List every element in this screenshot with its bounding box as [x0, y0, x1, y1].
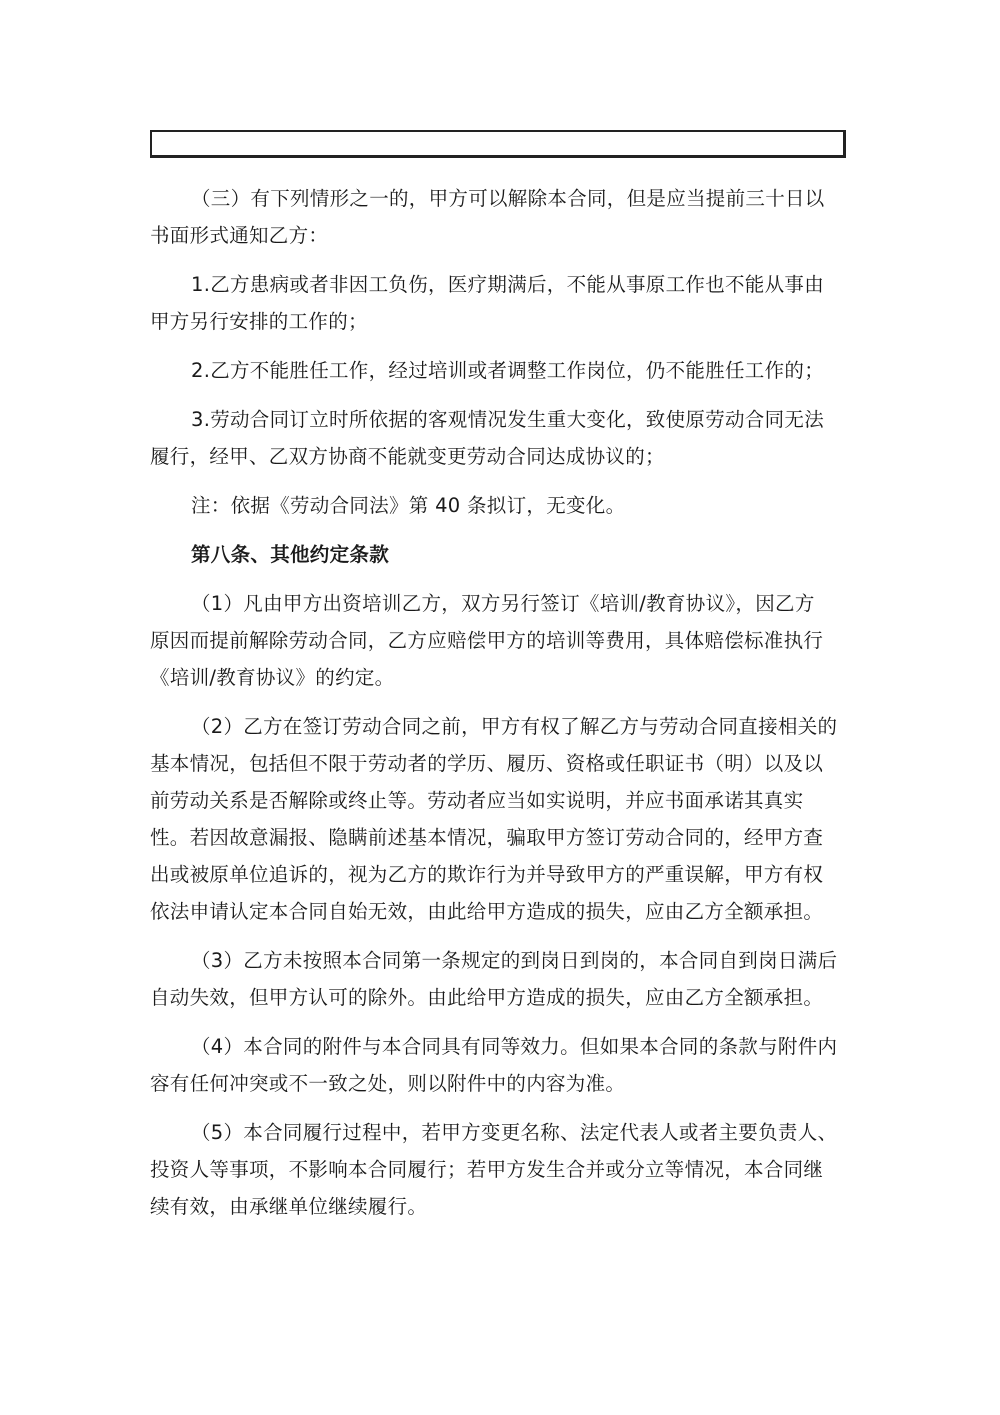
- document-body: [150, 180, 850, 1237]
- clause-3-item-3: 3.劳动合同订立时所依据的客观情况发生重大变化，致使原劳动合同无法 履行，经甲、乙双方协商不能就变更劳动合同达成协议的；: [150, 408, 825, 468]
- article-8-item-1: （1）凡由甲方出资培训乙方，双方另行签订《培训/教育协议》，因乙方 原因而提前解除劳动合同，乙方应赔偿甲方的培训等费用，具体赔偿标准执行 《培训/教育协议》的约定。: [150, 592, 824, 689]
- article-8-item-2: （2）乙方在签订劳动合同之前，甲方有权了解乙方与劳动合同直接相关的 基本情况，包括但不限于劳动者的学历、履历、资格或任职证书（明）以及以 前劳动关系是否解除或终止等。劳动者应当如实说明，并应书面承诺其真实 性。若因故意漏报、隐瞒前述基本情况，骗取甲方签订劳动合同的，经甲方查 出或被原单位追诉的，视为乙方的欺诈行为并导致甲方的严重误解，甲方有权 依法申请认定本合同自始无效，由此给甲方造成的损失，应由乙方全额承担。: [150, 715, 838, 923]
- clause-3-intro: （三）有下列情形之一的，甲方可以解除本合同，但是应当提前三十日以 书面形式通知乙方：: [150, 187, 825, 247]
- note: 注：依据《劳动合同法》第 40 条拟订，无变化。: [191, 494, 626, 517]
- article-8-item-3: （3）乙方未按照本合同第一条规定的到岗日到岗的，本合同自到岗日满后 自动失效，但甲方认可的除外。由此给甲方造成的损失，应由乙方全额承担。: [150, 949, 838, 1009]
- article-8-item-5: （5）本合同履行过程中，若甲方变更名称、法定代表人或者主要负责人、 投资人等事项，不影响本合同履行；若甲方发生合并或分立等情况，本合同继 续有效，由承继单位继续履行。: [150, 1121, 838, 1218]
- article-8-heading: 第八条、其他约定条款: [191, 543, 390, 566]
- clause-3-item-1: 1.乙方患病或者非因工负伤，医疗期满后，不能从事原工作也不能从事由 甲方另行安排的工作的；: [150, 273, 825, 333]
- top-table-border: [150, 130, 846, 158]
- article-8-item-4: （4）本合同的附件与本合同具有同等效力。但如果本合同的条款与附件内 容有任何冲突或不一致之处，则以附件中的内容为准。: [150, 1035, 838, 1095]
- clause-3-item-2: 2.乙方不能胜任工作，经过培训或者调整工作岗位，仍不能胜任工作的；: [191, 359, 825, 382]
